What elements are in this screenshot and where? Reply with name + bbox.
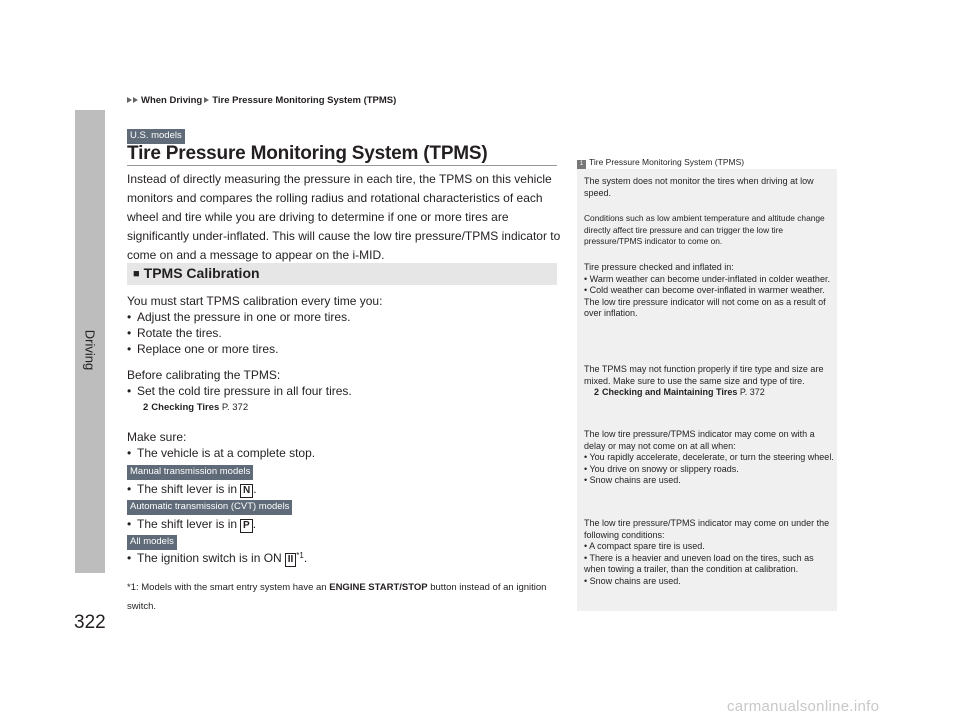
sidebar-title: 1 Tire Pressure Monitoring System (TPMS) <box>577 157 744 169</box>
breadcrumb-arrow-icon <box>133 97 138 103</box>
watermark: carmanualsonline.info <box>727 698 880 715</box>
xref-arrow-icon: 2 <box>143 402 149 413</box>
footnote: *1: Models with the smart entry system have an ENGINE START/STOP button instead of an ignition switch. <box>127 582 547 612</box>
breadcrumb-page[interactable]: Tire Pressure Monitoring System (TPMS) <box>212 95 397 106</box>
square-bullet-icon: ■ <box>133 268 140 280</box>
list-item: • The shift lever is in N . <box>127 482 257 496</box>
footnote-marker: *1 <box>296 551 304 560</box>
section-heading: ■ TPMS Calibration <box>133 265 260 281</box>
page-title: Tire Pressure Monitoring System (TPMS) <box>127 143 488 164</box>
list-item: • The ignition switch is in ON II $^{*1}$. <box>127 551 308 565</box>
sidebar-paragraph: Tire pressure checked and inflated in: • Warm weather can become under-inflated in colder weather. • Cold weather can become over-inflated in warmer weather. The low tire pressure indicator will not come on as a result of over inflation. <box>584 262 834 320</box>
sidebar-paragraph: The low tire pressure/TPMS indicator may come on under the following conditions: • A compact spare tire is used. • There is a heavier and uneven load on the tires, such as when towing a trailer, than the condition at calibration. • Snow chains are used. <box>584 518 834 587</box>
breadcrumb-section[interactable]: When Driving <box>141 95 203 106</box>
all-models-tag: All models <box>127 535 177 550</box>
checking-maintaining-tires-link[interactable]: 2 Checking and Maintaining Tires P. 372 <box>594 387 765 397</box>
sidebar-paragraph: Conditions such as low ambient temperature and altitude change directly affect tire pressure and can trigger the low tire pressure/TPMS indicator to come on. <box>584 213 825 246</box>
ignition-on-indicator: II <box>285 553 297 567</box>
manual-transmission-tag: Manual transmission models <box>127 465 253 480</box>
cvt-transmission-tag: Automatic transmission (CVT) models <box>127 500 292 515</box>
gear-n-indicator: N <box>240 484 253 498</box>
list-item: • Replace one or more tires. <box>127 342 279 356</box>
intro-paragraph: Instead of directly measuring the pressure in each tire, the TPMS on this vehicle monitors and compares the rolling radius and rotational characteristics of each wheel and tire while you are driving to determine if one or more tires are significantly under-inflated. This will cause the low tire pressure/TPMS indicator to come on and a message to appear on the i-MID. <box>127 172 561 262</box>
list-item: • You drive on snowy or slippery roads. <box>584 463 739 474</box>
breadcrumb-arrow-icon <box>127 97 132 103</box>
list-item: • Set the cold tire pressure in all four tires. <box>127 384 352 398</box>
gear-p-indicator: P <box>240 519 253 533</box>
make-sure-text: Make sure: <box>127 430 187 444</box>
reference-icon: 1 <box>577 160 586 169</box>
breadcrumb <box>127 95 396 106</box>
us-models-tag: U.S. models <box>127 129 185 144</box>
xref-arrow-icon: 2 <box>594 387 600 397</box>
list-item: • The shift lever is in P . <box>127 517 257 531</box>
list-item: • Snow chains are used. <box>584 575 681 586</box>
list-item: • Warm weather can become under-inflated in colder weather. <box>584 273 830 284</box>
sidebar-paragraph: The system does not monitor the tires when driving at low speed. <box>584 176 814 198</box>
list-item: • Rotate the tires. <box>127 326 222 340</box>
list-item: • A compact spare tire is used. <box>584 541 705 551</box>
must-start-text: You must start TPMS calibration every time you: <box>127 294 383 308</box>
list-item: • There is a heavier and uneven load on the tires, such as when towing a trailer, than the condition at calibration. <box>584 552 814 574</box>
checking-tires-link[interactable]: 2 Checking Tires P. 372 <box>143 402 249 413</box>
list-item: • Snow chains are used. <box>584 475 681 485</box>
list-item: • You rapidly accelerate, decelerate, or turn the steering wheel. <box>584 452 834 462</box>
breadcrumb-arrow-icon <box>204 97 209 103</box>
chapter-label: Driving <box>82 329 98 371</box>
sidebar-paragraph: The low tire pressure/TPMS indicator may come on with a delay or may not come on at all when: • You rapidly accelerate, decelerate, or turn the steering wheel. • You drive on snowy or slippery roads. • Snow chains are used. <box>584 429 834 485</box>
list-item: • Adjust the pressure in one or more tires. <box>127 310 351 324</box>
list-item: • Cold weather can become over-inflated in warmer weather. <box>584 285 825 295</box>
list-item: • The vehicle is at a complete stop. <box>127 446 316 460</box>
before-text: Before calibrating the TPMS: <box>127 368 281 382</box>
page-number: 322 <box>74 612 106 633</box>
title-divider <box>127 165 557 166</box>
sidebar-paragraph: The TPMS may not function properly if tire type and size are mixed. Make sure to use the same size and type of tire. 2 Checking and Maintaining Tires P. 372 <box>584 364 834 399</box>
